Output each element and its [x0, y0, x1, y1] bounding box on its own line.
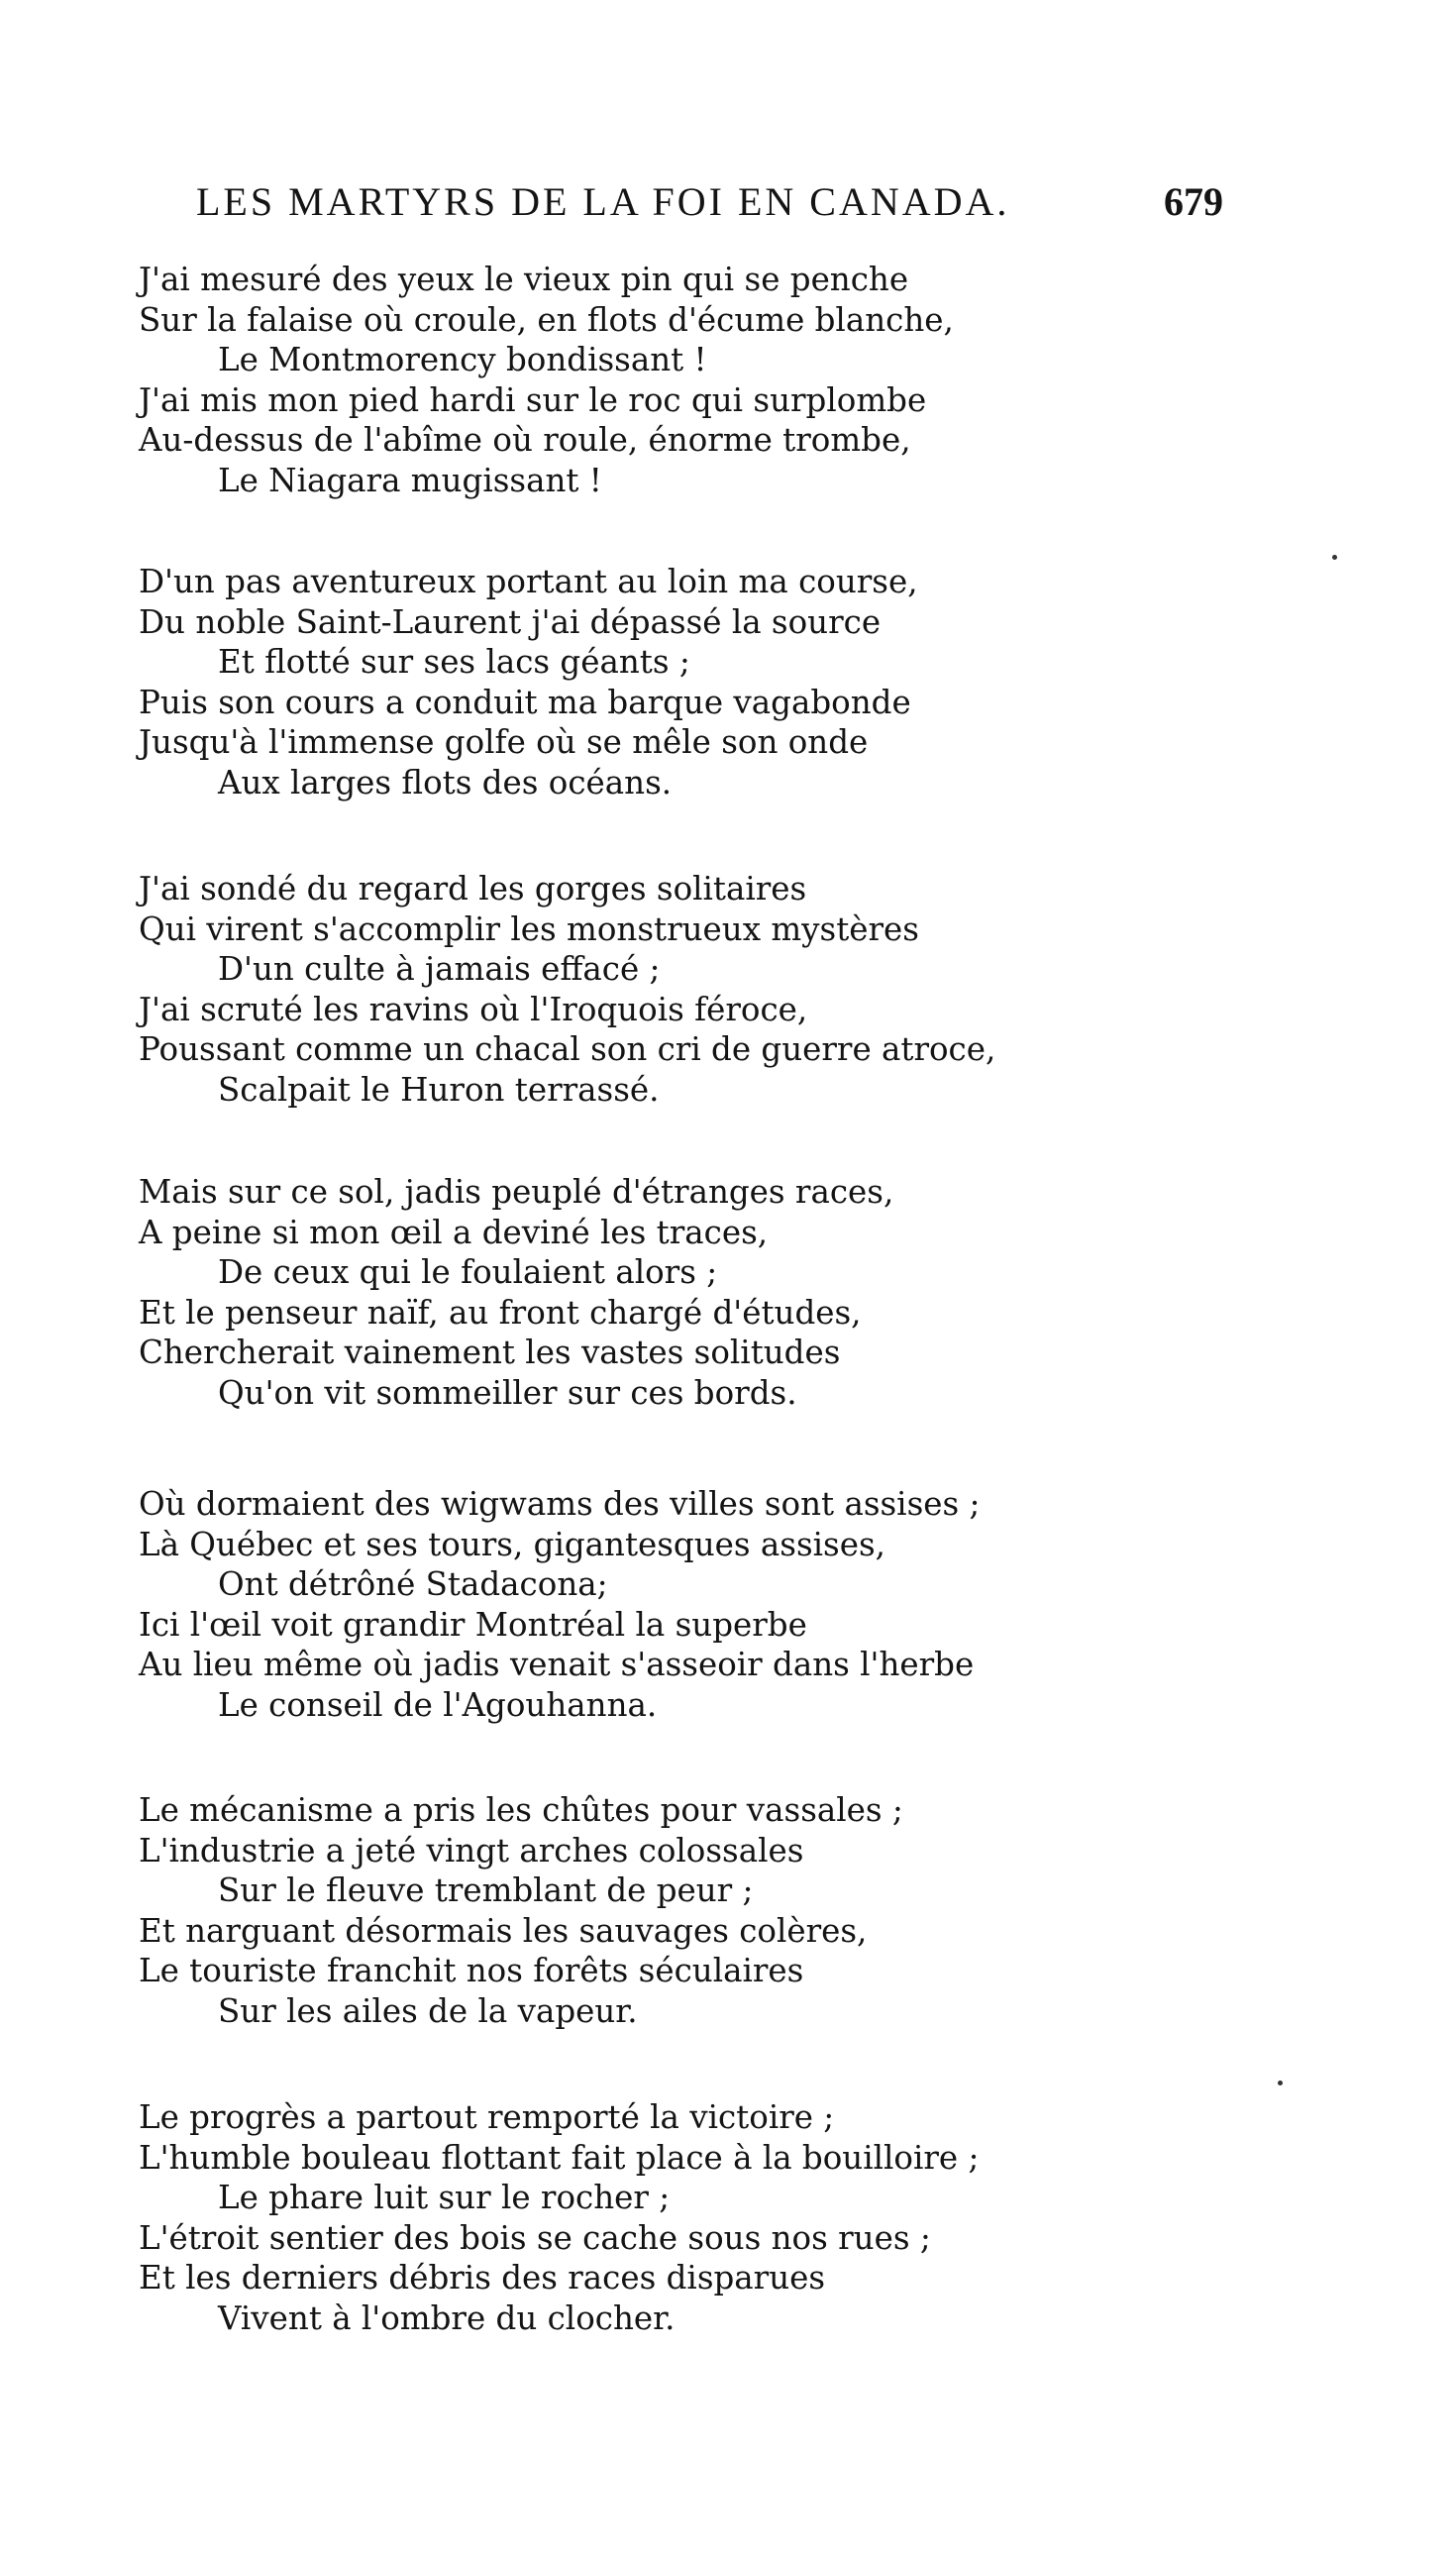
verse-line: A peine si mon œil a deviné les traces,	[139, 1213, 769, 1251]
verse-line: Jusqu'à l'immense golfe où se mêle son onde	[139, 723, 869, 761]
verse-line: Du noble Saint-Laurent j'ai dépassé la source	[139, 602, 882, 641]
page-header	[0, 176, 1456, 228]
verse-line: Le conseil de l'Agouhanna.	[218, 1685, 658, 1724]
stanza-5	[139, 1484, 1327, 1725]
verse-line: J'ai mis mon pied hardi sur le roc qui surplombe	[139, 380, 927, 419]
verse-line: Le phare luit sur le rocher ;	[218, 2179, 671, 2216]
running-title: LES MARTYRS DE LA FOI EN CANADA.	[196, 179, 1010, 224]
verse-line: Et narguant désormais les sauvages colères,	[139, 1911, 868, 1950]
page-number: 679	[1164, 179, 1223, 224]
verse-line: Où dormaient des wigwams des villes sont assises ;	[139, 1485, 981, 1523]
verse-line: De ceux qui le foulaient alors ;	[218, 1253, 718, 1291]
verse-line: Chercherait vainement les vastes solitudes	[139, 1334, 841, 1371]
stanza-4	[139, 1172, 1327, 1413]
verse-line: Le Montmorency bondissant !	[218, 341, 707, 378]
ink-speck	[1278, 2081, 1283, 2085]
stanza-1	[139, 260, 1327, 500]
verse-line: D'un pas aventureux portant au loin ma course,	[139, 563, 918, 600]
stanza-7	[139, 2097, 1327, 2338]
stanza-6	[139, 1790, 1327, 2031]
verse-line: Au lieu même où jadis venait s'asseoir dans l'herbe	[139, 1646, 975, 1683]
verse-line: L'humble bouleau flottant fait place à la bouilloire ;	[139, 2138, 980, 2177]
verse-line: Le mécanisme a pris les chûtes pour vassales ;	[139, 1791, 903, 1829]
verse-line: Mais sur ce sol, jadis peuplé d'étranges races,	[139, 1173, 894, 1211]
verse-line: Là Québec et ses tours, gigantesques assises,	[139, 1525, 885, 1563]
verse-line: D'un culte à jamais effacé ;	[218, 950, 661, 988]
verse-line: Le progrès a partout remporté la victoire ;	[139, 2098, 835, 2136]
verse-line: Puis son cours a conduit ma barque vagabonde	[139, 683, 911, 721]
verse-line: J'ai mesuré des yeux le vieux pin qui se penche	[139, 261, 909, 298]
verse-line: Sur la falaise où croule, en flots d'écume blanche,	[139, 300, 954, 339]
stanza-3	[139, 869, 1327, 1110]
verse-line: Et les derniers débris des races disparues	[139, 2259, 826, 2297]
verse-line: Sur les ailes de la vapeur.	[218, 1991, 638, 2030]
verse-line: L'étroit sentier des bois se cache sous nos rues ;	[139, 2218, 931, 2257]
verse-line: Sur le fleuve tremblant de peur ;	[218, 1871, 754, 1909]
verse-line: Vivent à l'ombre du clocher.	[218, 2298, 676, 2337]
stanza-2	[139, 562, 1327, 802]
verse-line: Qui virent s'accomplir les monstrueux mystères	[139, 909, 919, 948]
verse-line: Ont détrôné Stadacona;	[218, 1565, 608, 1603]
ink-speck	[1332, 555, 1337, 560]
verse-line: J'ai scruté les ravins où l'Iroquois féroce,	[139, 990, 808, 1028]
verse-line: Aux larges flots des océans.	[218, 763, 673, 801]
verse-line: Au-dessus de l'abîme où roule, énorme trombe,	[139, 421, 911, 459]
verse-line: Et flotté sur ses lacs géants ;	[218, 643, 690, 681]
verse-line: Poussant comme un chacal son cri de guerre atroce,	[139, 1030, 996, 1068]
verse-line: Et le penseur naïf, au front chargé d'études,	[139, 1293, 862, 1332]
verse-line: L'industrie a jeté vingt arches colossales	[139, 1831, 804, 1870]
verse-line: Ici l'œil voit grandir Montréal la superbe	[139, 1605, 807, 1644]
verse-line: Scalpait le Huron terrassé.	[218, 1070, 660, 1109]
verse-line: Le Niagara mugissant !	[218, 461, 602, 499]
verse-line: Le touriste franchit nos forêts séculaires	[139, 1952, 804, 1989]
verse-line: J'ai sondé du regard les gorges solitaires	[139, 870, 807, 908]
verse-line: Qu'on vit sommeiller sur ces bords.	[218, 1373, 797, 1412]
